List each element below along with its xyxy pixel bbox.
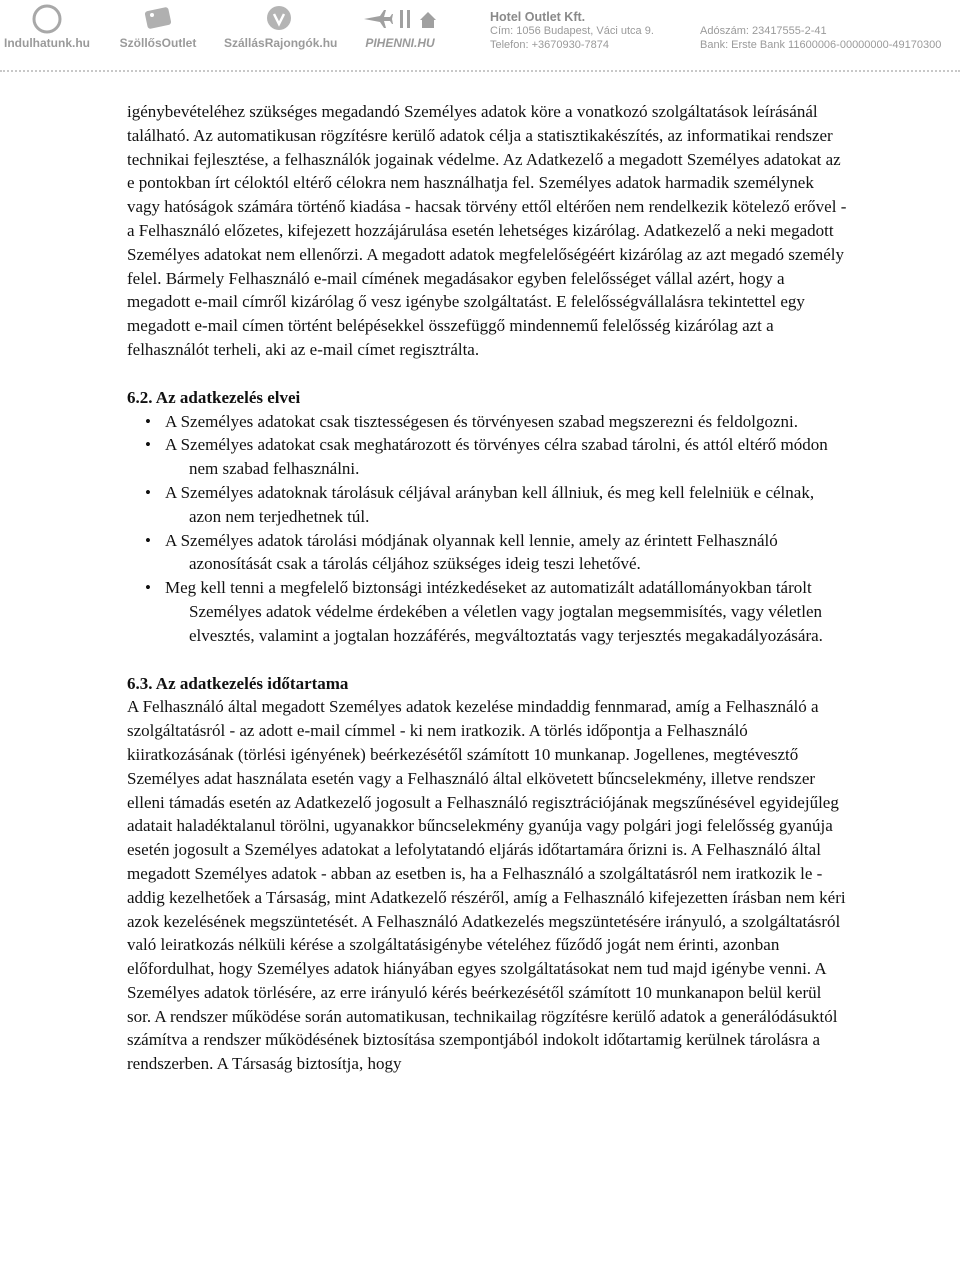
list-item: • A Személyes adatokat csak tisztességesen és törvényesen szabad megszerezni és feldolgozni. [145, 411, 799, 431]
document-body [127, 100, 847, 1076]
logo-label: PIHENNI.HU [365, 36, 435, 50]
logo-label: Indulhatunk.hu [4, 36, 90, 50]
compass-icon [32, 4, 62, 34]
section-heading-6-3: 6.3. Az adatkezelés időtartama [127, 673, 349, 693]
list-item: • Meg kell tenni a megfelelő biztonsági intézkedéseket az automatizált adatállományokban tárolt Személyes adatok védelme érdekében a véletlen vagy jogtalan megsemmisítés, vagy véletlen elvesztés, valamint a jogtalan hozzáférés, megváltoztatás vagy terjesztés megakadályozására. [145, 578, 823, 645]
section-heading-6-2: 6.2. Az adatkezelés elvei [127, 387, 301, 407]
list-item: • A Személyes adatok tárolási módjának olyannak kell lennie, amely az érintett Felhasználó azonosítását csak a tárolás céljához szükséges ideig teszi lehetővé. [145, 530, 778, 574]
logo-indulhatunk [4, 4, 90, 50]
outlet-tag-icon [138, 4, 178, 34]
logo-pihenni [360, 4, 440, 50]
logo-label: SzállásRajongók.hu [224, 36, 338, 50]
logo-szollosoutlet [108, 4, 208, 50]
logo-label: SzöllősOutlet [119, 36, 197, 50]
retention-paragraph: A Felhasználó által megadott Személyes adatok kezelése mindaddig fennmarad, amíg a Felhasználó a szolgáltatásról - az adott e-mail címmel - ki nem iratkozik. A törlés időpontja a Felhasználó kiiratkozásának (törlési igényének) beérkezésétől számított 10 munkanap. Jogellenes, megtévesztő Személyes adat használata esetén vagy a Felhasználó által elkövetett bűncselekmény, illetve rendszer elleni támadás esetén az Adatkezelő jogosult a Felhasználó regisztrációjának megszűnésével egyidejűleg adatait haladéktalanul törölni, ugyanakkor bűncselekmény gyanúja vagy polgári jogi felelősség gyanúja esetén jogosult a Személyes adatokat a lefolytatandó eljárás időtartamára őrizni is. A Felhasználó által megadott Személyes adatok - abban az esetben is, ha a Felhasználó a szolgáltatásról nem iratkozik le - addig kezelhetőek a Társaság, mint Adatkezelő részéről, amíg a Felhasználó kifejezetten írásban nem kéri azok kezelésének megszüntetését. A Felhasználó Adatkezelés megszüntetésére irányuló, a szolgáltatásról való leiratkozás nélküli kérése a szolgáltatásigénybe vételéhez fűződő jogát nem érinti, azonban előfordulhat, hogy Személyes adatok hiányában egyes szolgáltatásokat nem tud majd igénybe venni. A Személyes adatok törlésére, az erre irányuló kérés beérkezésétől számított 10 munkanapon belül kerül sor. A rendszer működése során automatikusan, technikailag rögzítésre kerülő adatok a generálódásuktól számítva a rendszer működésének biztosítása szempontjából indokolt időtartamig kerülnek tárolásra a rendszerben. A Társaság biztosítja, hogy [127, 697, 846, 1074]
page-header [0, 0, 960, 66]
intro-paragraph: igénybevételéhez szükséges megadandó Személyes adatok köre a vonatkozó szolgáltatások leírásánál található. Az automatikusan rögzítésre kerülő adatok célja a statisztikakészítés, az informatikai rendszer technikai fejlesztése, a felhasználók jogainak védelme. Az Adatkezelő a megadott Személyes adatokat az e pontokban írt céloktól eltérő célokra nem használhatja fel. Személyes adatok harmadik személynek vagy hatóságok számára történő kiadása - hacsak törvény ettől eltérően nem rendelkezik kötelező erővel - a Felhasználó előzetes, kifejezett hozzájárulása esetén lehetséges kizárólag. Adatkezelő a neki megadott Személyes adatokat nem ellenőrzi. A megadott adatok megfelelőségéért kizárólag az azt megadó személy felel. Bármely Felhasználó e-mail címének megadásakor egyben felelősséget vállal azért, hogy a megadott e-mail címről kizárólag ő vesz igénybe szolgáltatást. E felelősségvállalásra tekintettel egy megadott e-mail címen történt belépésekkel összefüggő mindennemű felelősség kizárólag azt a felhasználót terheli, aki az e-mail címet regisztrálta. [127, 102, 847, 359]
company-phone: Telefon: +3670930-7874 [490, 39, 609, 51]
list-item: • A Személyes adatoknak tárolásuk céljával arányban kell állniuk, és meg kell felelniük e célnak, azon nem terjedhetnek túl. [145, 482, 815, 526]
company-tax-info [700, 24, 941, 52]
principles-list [127, 410, 847, 648]
company-tax-number: Adószám: 23417555-2-41 [700, 25, 827, 37]
company-name: Hotel Outlet Kft. [490, 10, 586, 24]
company-bank: Bank: Erste Bank 11600006-00000000-49170300 [700, 39, 942, 51]
logo-szallasrajongok [224, 4, 338, 50]
company-address: Cím: 1056 Budapest, Váci utca 9. [490, 25, 654, 37]
list-item: • A Személyes adatokat csak meghatározott és törvényes célra szabad tárolni, és attól eltérő módon nem szabad felhasználni. [145, 435, 828, 479]
header-divider [0, 70, 960, 72]
company-info [490, 10, 654, 52]
travel-icons [362, 4, 438, 34]
badge-icon [262, 4, 296, 34]
